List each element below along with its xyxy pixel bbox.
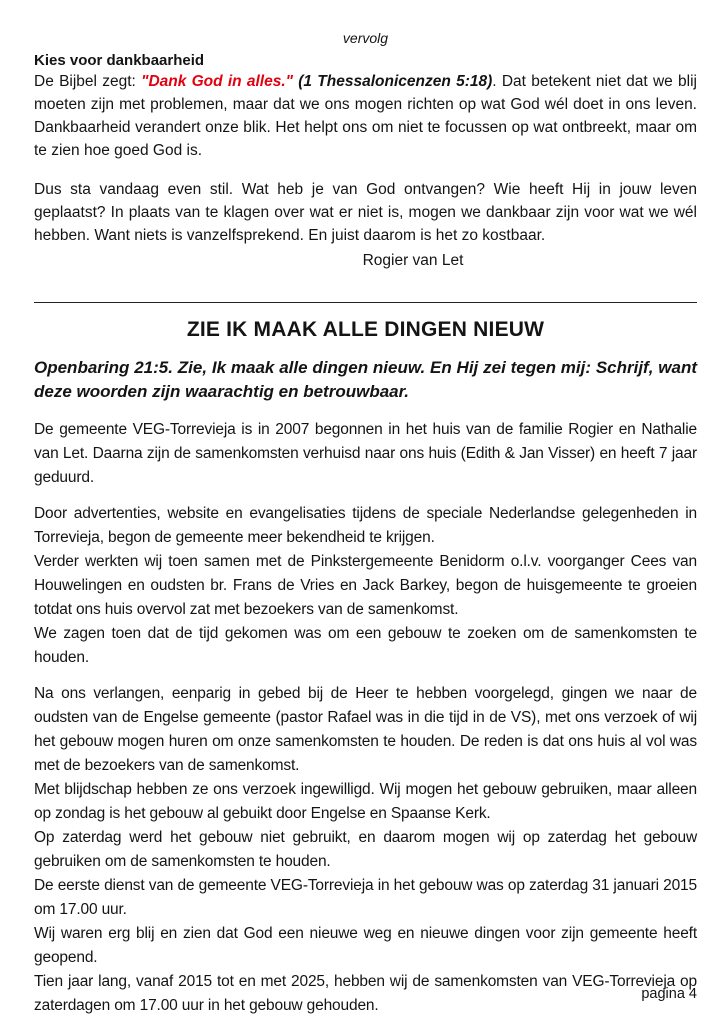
page-number: pagina 4 — [641, 986, 697, 1002]
paragraph-new-way: Wij waren erg blij en zien dat God een nieuwe weg en nieuwe dingen voor zijn gemeente heeft geopend. — [34, 925, 697, 966]
paragraph-bible-quote — [34, 70, 697, 162]
paragraph-advertising: Door advertenties, website en evangelisaties tijdens de speciale Nederlandse gelegenheden in Torrevieja, begon de gemeente meer bekendheid te krijgen. — [34, 505, 697, 546]
paragraph-granted: Met blijdschap hebben ze ons verzoek ingewilligd. Wij mogen het gebouw gebruiken, maar alleen op zondag is het gebouw al gebuikt door Engelse en Spaanse Kerk. — [34, 781, 697, 822]
paragraph-text: . Dat betekent niet dat we blij moeten zijn met problemen, maar dat we ons mogen richten op wat God wél doet in ons leven. Dankbaarheid verandert onze blik. Het helpt ons om niet te focussen op wat ontbreekt, maar om te zien hoe goed God is. — [34, 73, 697, 159]
bible-verse: Openbaring 21:5. Zie, Ik maak alle dingen nieuw. En Hij zei tegen mij: Schrijf, want deze woorden zijn waarachtig en betrouwbaar. — [34, 358, 697, 401]
section-divider — [34, 302, 697, 303]
paragraph-request: Na ons verlangen, eenparig in gebed bij de Heer te hebben voorgelegd, gingen we naar de oudsten van de Engelse gemeente (pastor Rafael was in die tijd in de VS), met ons verzoek of wij het gebouw mogen huren om onze samenkomsten te houden. De reden is dat ons huis al vol was met de bezoekers van de samenkomst. — [34, 685, 697, 774]
continued-label: vervolg — [342, 30, 389, 46]
author-signature: Rogier van Let — [362, 252, 464, 269]
page-content — [34, 0, 697, 1018]
paragraph-ten-years: Tien jaar lang, vanaf 2015 tot en met 2025, hebben wij de samenkomsten van VEG-Torrevieja op zaterdagen om 17.00 uur in het gebouw gehouden. — [34, 973, 697, 1014]
paragraph-saturday: Op zaterdag werd het gebouw niet gebruikt, en daarom mogen wij op zaterdag het gebouw gebruiken om de samenkomsten te houden. — [34, 829, 697, 870]
paragraph-text: De Bijbel zegt: — [34, 73, 142, 90]
article-heading: ZIE IK MAAK ALLE DINGEN NIEUW — [186, 318, 545, 341]
paragraph-building-search: We zagen toen dat de tijd gekomen was om een gebouw te zoeken om de samenkomsten te houden. — [34, 625, 697, 666]
paragraph-history: De gemeente VEG-Torrevieja is in 2007 begonnen in het huis van de familie Rogier en Nathalie van Let. Daarna zijn de samenkomsten verhuisd naar ons huis (Edith & Jan Visser) en heeft 7 jaar geduurd. — [34, 421, 697, 486]
paragraph-reflection: Dus sta vandaag even stil. Wat heb je van God ontvangen? Wie heeft Hij in jouw leven geplaatst? In plaats van te klagen over wat er niet is, mogen we dankbaar zijn voor wat we wél hebben. Want niets is vanzelfsprekend. En juist daarom is het zo kostbaar. — [34, 181, 697, 244]
paragraph-cooperation: Verder werkten wij toen samen met de Pinkstergemeente Benidorm o.l.v. voorganger Cees van Houwelingen en oudsten br. Frans de Vries en Jack Barkey, begon de huisgemeente te groeien totdat ons huis overvol zat met bezoekers van de samenkomst. — [34, 553, 697, 618]
bible-reference: (1 Thessalonicenzen 5:18) — [293, 73, 493, 90]
section-title-dankbaarheid: Kies voor dankbaarheid — [34, 52, 205, 69]
bible-quote: "Dank God in alles." — [141, 73, 294, 90]
paragraph-first-service: De eerste dienst van de gemeente VEG-Torrevieja in het gebouw was op zaterdag 31 januari 2015 om 17.00 uur. — [34, 877, 697, 918]
